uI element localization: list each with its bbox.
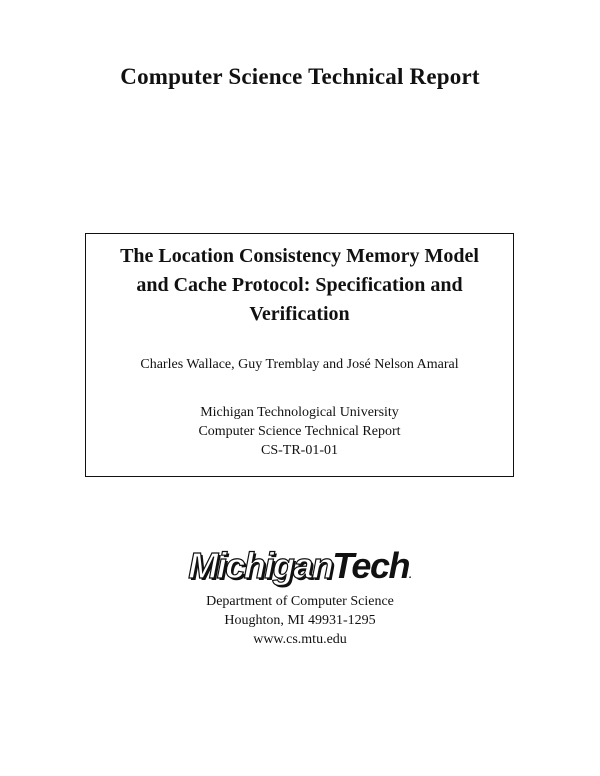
report-title-line: and Cache Protocol: Specification and bbox=[136, 274, 463, 296]
page-header-title: Computer Science Technical Report bbox=[120, 64, 480, 89]
report-title bbox=[86, 242, 513, 329]
report-title-line: The Location Consistency Memory Model bbox=[120, 245, 479, 267]
authors: Charles Wallace, Guy Tremblay and José Nelson Amaral bbox=[140, 357, 459, 372]
logo-text-michigan: Michigan bbox=[188, 545, 333, 586]
michigan-tech-logo bbox=[0, 546, 600, 596]
logo-mark: . bbox=[408, 570, 412, 581]
department-name: Department of Computer Science bbox=[206, 594, 394, 609]
report-series: Computer Science Technical Report bbox=[198, 424, 401, 439]
report-title-line: Verification bbox=[249, 303, 350, 325]
department-website: www.cs.mtu.edu bbox=[253, 632, 347, 647]
affiliation-block bbox=[86, 403, 513, 460]
department-block bbox=[0, 592, 600, 649]
report-number: CS-TR-01-01 bbox=[261, 443, 338, 458]
department-address: Houghton, MI 49931-1295 bbox=[224, 613, 376, 628]
logo-text-tech: Tech bbox=[332, 545, 409, 586]
title-box bbox=[85, 233, 514, 477]
institution: Michigan Technological University bbox=[200, 405, 399, 420]
